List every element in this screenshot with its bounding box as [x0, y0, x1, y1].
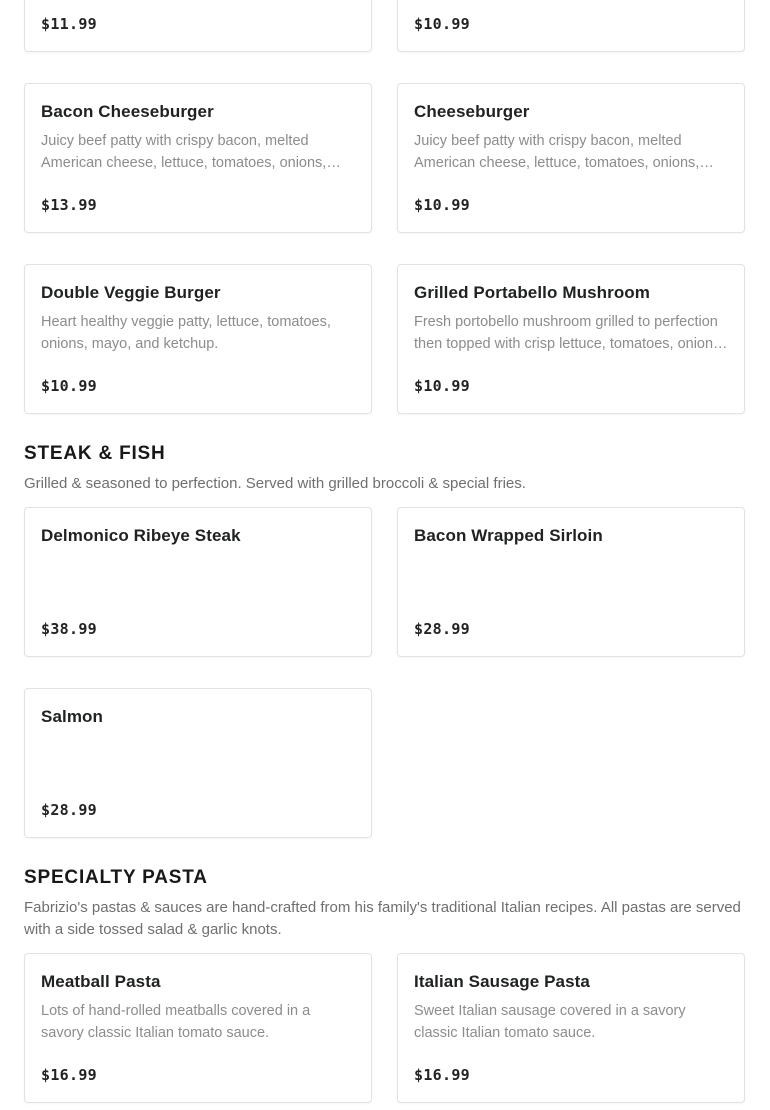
menu-item-title: Delmonico Ribeye Steak — [41, 526, 241, 545]
menu-item-card[interactable] — [24, 507, 372, 657]
menu-item-title: Bacon Cheeseburger — [41, 102, 214, 121]
section-title: STEAK & FISH — [24, 443, 166, 464]
menu-item-price: $10.99 — [414, 196, 470, 214]
menu-item-description: Juicy beef patty with crispy bacon, melted American cheese, lettuce, tomatoes, onions,… — [41, 133, 341, 171]
menu-item-description: Sweet Italian sausage covered in a savory classic Italian tomato sauce. — [414, 1003, 686, 1041]
menu-item-price: $16.99 — [41, 1066, 97, 1084]
menu-item-title: Salmon — [41, 707, 104, 726]
menu-item-price: $13.99 — [41, 196, 97, 214]
menu-item-price: $11.99 — [41, 15, 97, 33]
menu-item-price: $10.99 — [41, 377, 97, 395]
section-specialty-pasta — [24, 866, 746, 1103]
menu-item-description: Heart healthy veggie patty, lettuce, tomatoes, onions, mayo, and ketchup. — [41, 314, 331, 352]
menu-item-card[interactable] — [397, 264, 745, 414]
menu-item-title: Meatball Pasta — [41, 972, 161, 991]
menu-item-price: $28.99 — [41, 801, 97, 819]
menu-item-title: Bacon Wrapped Sirloin — [414, 526, 603, 545]
menu-item-card[interactable] — [24, 0, 372, 52]
menu-item-card[interactable] — [397, 953, 745, 1103]
section-steak-fish — [24, 442, 746, 838]
menu-item-description: Juicy beef patty with crispy bacon, melted American cheese, lettuce, tomatoes, onions,… — [414, 133, 714, 171]
menu-item-card[interactable] — [24, 953, 372, 1103]
section-description: Fabrizio's pastas & sauces are hand-crafted from his family's traditional Italian recipes. All pastas are served with a side tossed salad & garlic knots. — [24, 899, 741, 938]
menu-item-card[interactable] — [24, 264, 372, 414]
menu-item-price: $16.99 — [414, 1066, 470, 1084]
section-specialty-pasta-grid — [24, 953, 746, 1103]
menu-item-price: $28.99 — [414, 620, 470, 638]
section-title: SPECIALTY PASTA — [24, 867, 208, 888]
menu-item-title: Italian Sausage Pasta — [414, 972, 590, 991]
menu-item-description: Fresh portobello mushroom grilled to perfection then topped with crisp lettuce, tomatoes, onion… — [414, 314, 728, 352]
menu-item-card[interactable] — [397, 83, 745, 233]
section-burgers — [24, 0, 746, 414]
menu-item-price: $10.99 — [414, 15, 470, 33]
menu-item-description: Lots of hand-rolled meatballs covered in a savory classic Italian tomato sauce. — [41, 1003, 311, 1041]
section-steak-fish-grid — [24, 507, 746, 838]
menu-item-card[interactable] — [24, 688, 372, 838]
menu-item-title: Grilled Portabello Mushroom — [414, 283, 651, 302]
menu-item-title: Double Veggie Burger — [41, 283, 221, 302]
section-description: Grilled & seasoned to perfection. Served with grilled broccoli & special fries. — [24, 475, 526, 492]
section-burgers-grid — [24, 0, 746, 414]
menu-item-card[interactable] — [24, 83, 372, 233]
menu-item-price: $10.99 — [414, 377, 470, 395]
menu-item-title: Cheeseburger — [414, 102, 530, 121]
menu-item-price: $38.99 — [41, 620, 97, 638]
menu-item-card[interactable] — [397, 0, 745, 52]
menu-item-card[interactable] — [397, 507, 745, 657]
